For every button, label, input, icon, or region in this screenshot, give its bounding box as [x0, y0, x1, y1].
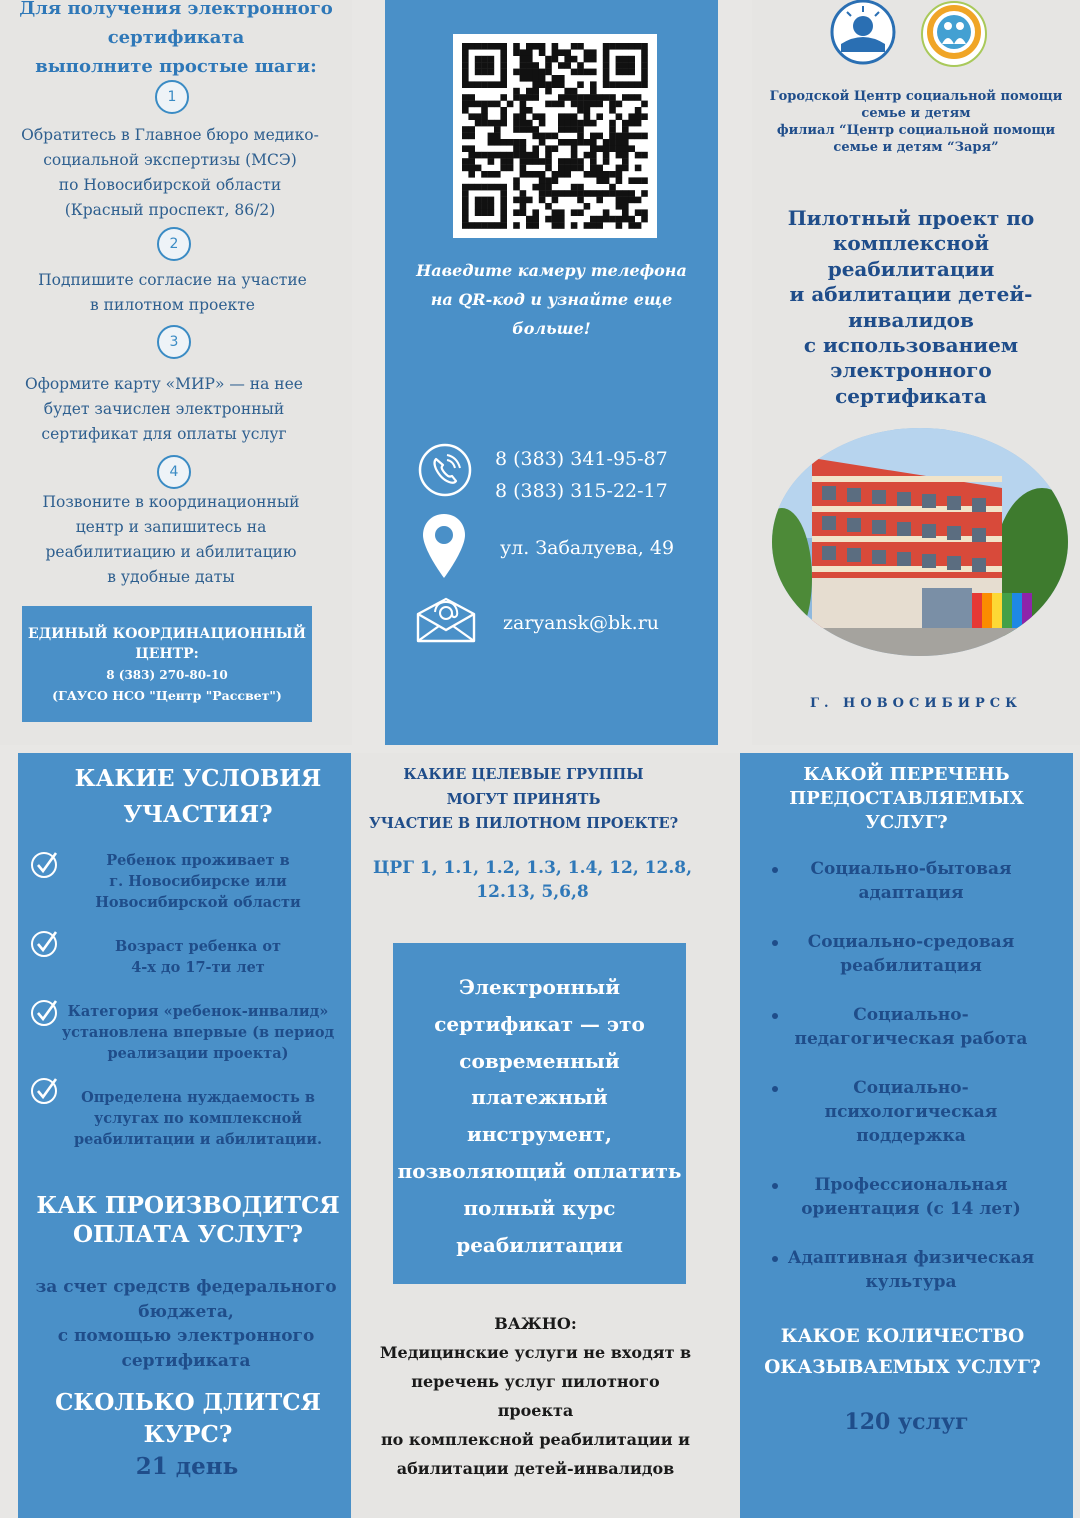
step-3-badge: 3 [157, 325, 191, 359]
step-4-badge: 4 [157, 455, 191, 489]
bullet-icon [772, 940, 778, 946]
address: ул. Забалуева, 49 [500, 537, 675, 559]
building-photo [772, 428, 1068, 656]
phone-icon [417, 442, 473, 498]
steps-panel [0, 0, 352, 745]
conditions-heading: КАКИЕ УСЛОВИЯ УЧАСТИЯ? [74, 765, 322, 828]
phone-link-2[interactable]: 8 (383) 315-22-17 [495, 480, 668, 502]
organization-name: Городской Центр социальной помощи семье и детям филиал “Центр социальной помощи семье и детям “Заря” [769, 89, 1063, 155]
service-item: Социально-бытовая адаптация [810, 859, 1012, 903]
location-pin-icon [420, 512, 468, 580]
city-label: Г. НОВОСИБИРСК [810, 696, 1022, 711]
email-icon [415, 596, 477, 644]
service-item: Социально- педагогическая работа [794, 1005, 1028, 1049]
groups-heading: КАКИЕ ЦЕЛЕВЫЕ ГРУППЫ МОГУТ ПРИНЯТЬ УЧАСТИЕ В ПИЛОТНОМ ПРОЕКТЕ? [368, 766, 679, 832]
bullet-icon [772, 1183, 778, 1189]
step-3-text: Оформите карту «МИР» — на нее будет зачислен электронный сертификат для оплаты услуг [25, 375, 303, 443]
email-link[interactable]: zaryansk@bk.ru [503, 612, 660, 634]
organization-logo-icon [827, 0, 899, 66]
count-heading: КАКОЕ КОЛИЧЕСТВО ОКАЗЫВАЕМЫХ УСЛУГ? [764, 1326, 1041, 1378]
duration-value: 21 день [135, 1453, 239, 1480]
step-4-text: Позвоните в координационный центр и запишитесь на реабилитиацию и абилитацию в удобные даты [42, 493, 300, 586]
bullet-icon [772, 1256, 778, 1262]
step-1-text: Обратитесь в Главное бюро медико- социальной экспертизы (МСЭ) по Новосибирской области (Красный проспект, 86/2) [21, 126, 319, 219]
project-title: Пилотный проект по комплексной реабилитации и абилитации детей- инвалидов с использованием электронного сертификата [787, 206, 1035, 408]
service-item: Социально-средовая реабилитация [807, 932, 1015, 976]
condition-2: Возраст ребенка от 4-х до 17-ти лет [114, 938, 282, 976]
service-item: Социально- психологическая поддержка [824, 1078, 998, 1146]
title-panel [752, 0, 1080, 745]
steps-heading: Для получения электронного сертификата выполните простые шаги: [19, 0, 333, 77]
count-value: 120 услуг [844, 1409, 969, 1435]
phone-numbers[interactable] [495, 443, 668, 507]
target-groups: ЦРГ 1, 1.1, 1.2, 1.3, 1.4, 12, 12.8, 12.13, 5,6,8 [373, 858, 692, 902]
bullet-icon [772, 1086, 778, 1092]
bullet-icon [772, 867, 778, 873]
coordination-center-box: ЕДИНЫЙ КООРДИНАЦИОННЫЙ ЦЕНТР: 8 (383) 270-80-10 (ГАУСО НСО "Центр "Рассвет") [22, 606, 312, 722]
condition-3: Категория «ребенок-инвалид» установлена впервые (в период реализации проекта) [61, 1003, 335, 1062]
qr-code[interactable] [453, 34, 657, 238]
step-1-badge: 1 [155, 80, 189, 114]
qr-caption: Наведите камеру телефона на QR-код и узнайте еще больше! [416, 261, 687, 338]
qr-code-icon [453, 34, 657, 238]
groups-panel [351, 753, 740, 1518]
certificate-definition-box: Электронный сертификат — это современный платежный инструмент, позволяющий оплатить полный курс реабилитации [393, 943, 686, 1284]
duration-heading: СКОЛЬКО ДЛИТСЯ КУРС? [55, 1389, 321, 1448]
condition-4: Определена нуждаемость в услугах по комплексной реабилитации и абилитации. [73, 1089, 323, 1148]
payment-text: за счет средств федерального бюджета, с помощью электронного сертификата [35, 1277, 337, 1371]
step-2-text: Подпишите согласие на участие в пилотном проекте [38, 271, 307, 314]
services-heading: КАКОЙ ПЕРЕЧЕНЬ ПРЕДОСТАВЛЯЕМЫХ УСЛУГ? [789, 764, 1024, 833]
family-logo-icon [918, 0, 990, 70]
step-2-badge: 2 [157, 227, 191, 261]
important-note: ВАЖНО: Медицинские услуги не входят в перечень услуг пилотного проекта по комплексной реабилитации и абилитации детей-инвалидов [379, 1314, 692, 1478]
contacts-panel [385, 0, 718, 745]
conditions-panel [18, 753, 351, 1518]
services-panel [740, 753, 1073, 1518]
payment-heading: КАК ПРОИЗВОДИТСЯ ОПЛАТА УСЛУГ? [36, 1192, 340, 1248]
condition-1: Ребенок проживает в г. Новосибирске или Новосибирской области [95, 852, 301, 911]
phone-link-1[interactable]: 8 (383) 341-95-87 [495, 448, 668, 470]
service-item: Профессиональная ориентация (с 14 лет) [801, 1175, 1021, 1219]
bullet-icon [772, 1013, 778, 1019]
service-item: Адаптивная физическая культура [787, 1248, 1035, 1292]
